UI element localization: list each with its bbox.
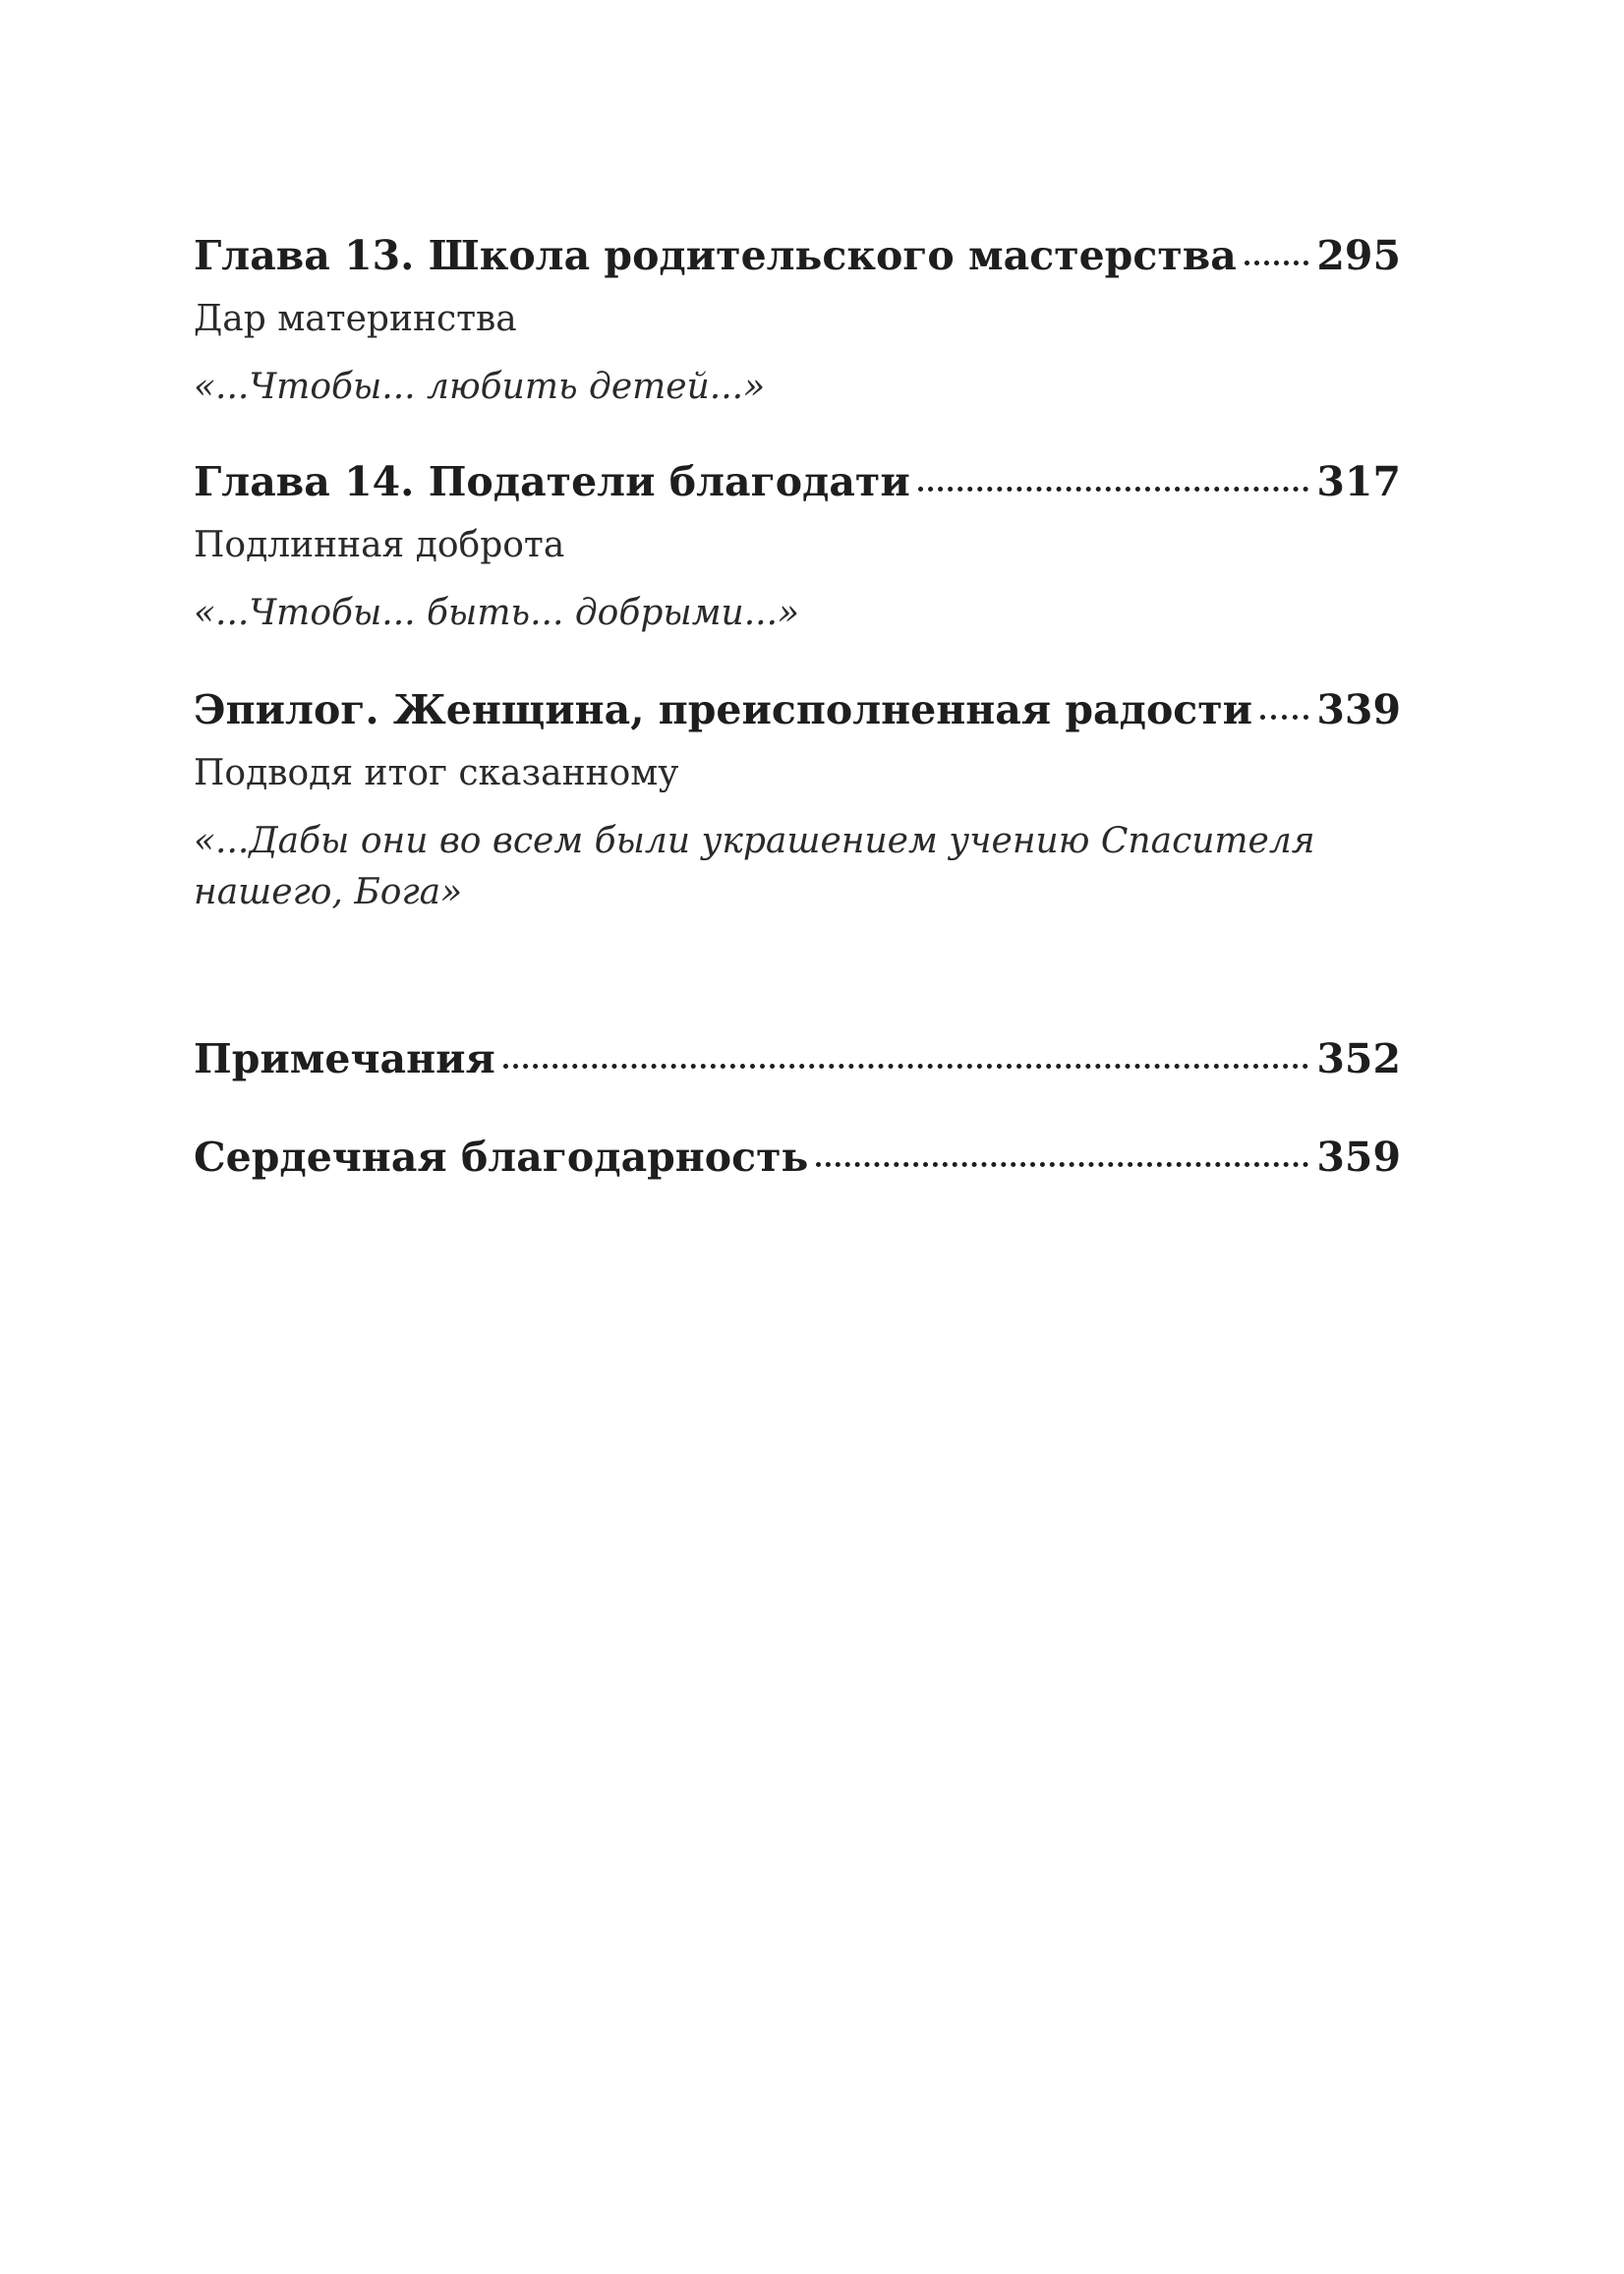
page-number: 359 [1316, 1134, 1401, 1181]
toc-entry-heading [194, 1136, 1401, 1180]
chapter-title: Глава 14. Податели благодати [194, 458, 910, 505]
dot-leader [503, 1064, 1309, 1069]
toc-entry-heading [194, 234, 1401, 278]
section-subtitle: Дар материнства [194, 299, 517, 340]
toc-entry-epilogue [194, 688, 1401, 919]
toc-entry-heading [194, 688, 1401, 732]
section-title: Сердечная благодарность [194, 1134, 809, 1181]
dot-leader [1245, 261, 1309, 265]
section-quote: «...Дабы они во всем были украшением учению Спасителя нашего, Бога» [194, 821, 1315, 913]
page-number: 339 [1316, 686, 1401, 733]
section-subtitle: Подлинная доброта [194, 525, 565, 566]
page-number: 295 [1316, 232, 1401, 279]
section-quote: «...Чтобы... быть... добрыми...» [194, 593, 800, 634]
page-number: 317 [1316, 458, 1401, 505]
page-number: 352 [1316, 1035, 1401, 1082]
toc-entry-chapter-13 [194, 234, 1401, 413]
section-subtitle: Подводя итог сказанному [194, 753, 679, 794]
dot-leader [918, 487, 1309, 492]
toc-entry-chapter-14 [194, 460, 1401, 639]
dot-leader [1260, 715, 1308, 720]
section-title: Примечания [194, 1035, 495, 1082]
section-quote: «...Чтобы... любить детей...» [194, 367, 766, 408]
dot-leader [816, 1162, 1308, 1167]
toc-entry-heading [194, 460, 1401, 504]
toc-entry-notes [194, 1037, 1401, 1081]
chapter-title: Эпилог. Женщина, преисполненная радости [194, 686, 1253, 733]
chapter-title: Глава 13. Школа родительского мастерства [194, 232, 1237, 279]
toc-entry-heading [194, 1037, 1401, 1081]
toc-entry-acknowledgements [194, 1136, 1401, 1180]
